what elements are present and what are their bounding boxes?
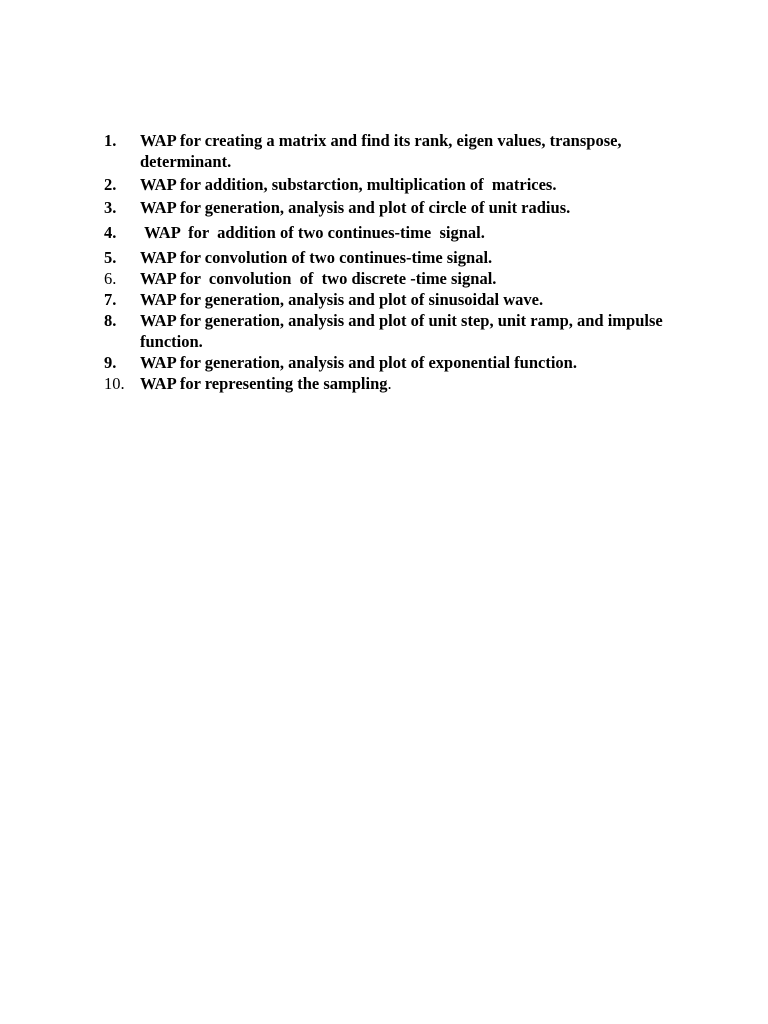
item-text: WAP for creating a matrix and find its rank, eigen values, transpose, determinant. [140,131,626,171]
list-item [104,352,684,373]
item-text: WAP for representing the sampling [140,374,388,393]
item-trailing-period: . [387,374,392,393]
list-item [104,268,684,289]
list-item [104,373,684,394]
item-number: 3. [104,198,117,217]
list-item [104,174,684,195]
item-text: WAP for generation, analysis and plot of unit step, unit ramp, and impulse function. [140,311,667,351]
list-item [104,222,684,243]
item-number: 9. [104,353,117,372]
item-number: 4. [104,223,117,242]
item-text: WAP for convolution of two continues-time signal. [140,248,493,267]
item-number: 2. [104,175,117,194]
list-item [104,197,684,218]
item-number: 8. [104,311,117,330]
item-text: WAP for convolution of two discrete -time signal. [140,269,497,288]
list-item [104,310,684,352]
item-number: 10. [104,374,125,393]
program-list [104,130,684,394]
item-text: WAP for generation, analysis and plot of sinusoidal wave. [140,290,544,309]
item-number: 1. [104,131,117,150]
item-text: WAP for generation, analysis and plot of circle of unit radius. [140,198,571,217]
item-number: 5. [104,248,117,267]
list-item [104,247,684,268]
item-text: WAP for addition of two continues-time signal. [140,223,485,242]
list-item [104,130,684,172]
item-number: 6. [104,269,117,288]
list-item [104,289,684,310]
item-text: WAP for generation, analysis and plot of exponential function. [140,353,577,372]
item-text: WAP for addition, substarction, multiplication of matrices. [140,175,557,194]
item-number: 7. [104,290,117,309]
